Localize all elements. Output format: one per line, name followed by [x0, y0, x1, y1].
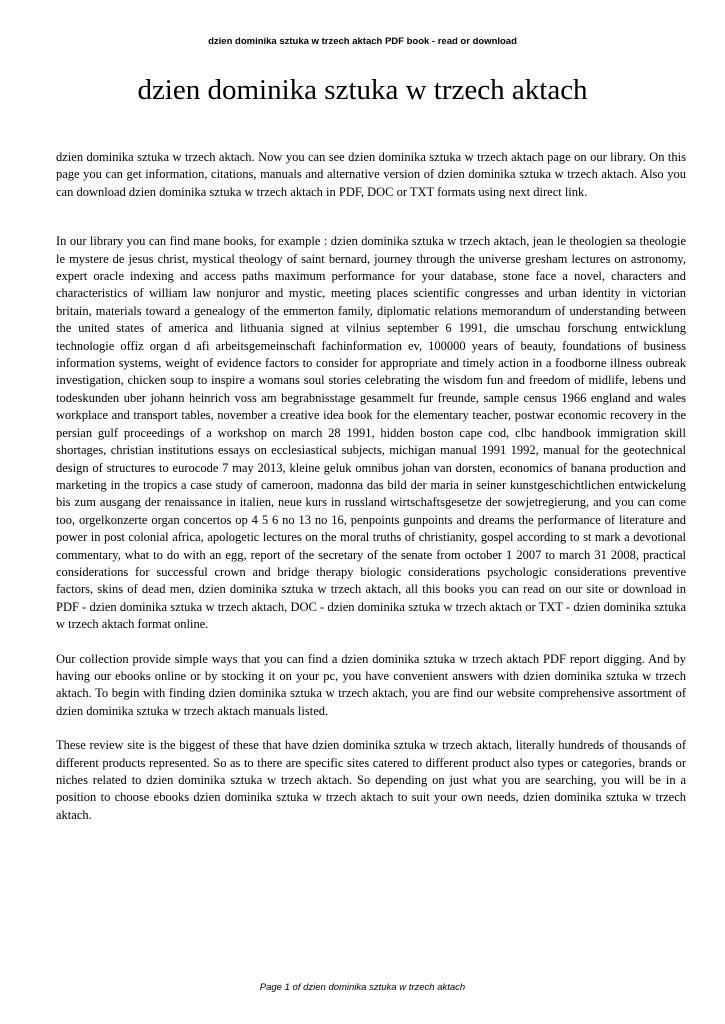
document-title: dzien dominika sztuka w trzech aktach [137, 74, 588, 106]
page-header: dzien dominika sztuka w trzech aktach PDF book - read or download [208, 36, 517, 47]
library-paragraph: In our library you can find mane books, for example : dzien dominika sztuka w trzech aktach, jean le theologien sa theologie le mystere de jesus christ, mystical theology of saint bernard, journey through the universe gresham lectures on astronomy, expert oracle indexing and access paths maximum performance for your database, stone face a novel, characters and characteristics of william law nonjuror and mystic, meeting places scientific congresses and urban identity in victorian britain, materials toward a genealogy of the emmerton family, diplomatic relations memorandum of understanding between the united states of america and lithuania signed at vilnius september 6 1991, die umschau forschung entwicklung technologie offiz organ d afi arbeitsgemeinschaft fachinformation ev, 100000 years of beauty, foundations of business information systems, weight of evidence factors to consider for appropriate and timely action in a foodborne illness oubreak investigation, chicken soup to inspire a womans soul stories celebrating the wisdom fun and freedom of midlife, lebens und todeskunden uber johann heinrich voss am begrabnisstage gesammelt fur freunde, sample census 1966 england and wales workplace and transport tables, november a creative idea book for the elementary teacher, postwar economic recovery in the persian gulf proceedings of a workshop on march 28 1991, hidden boston cape cod, clbc handbook immigration skill shortages, christian institutions essays on ecclesiastical subjects, michigan manual 1991 1992, manual for the geotechnical design of structures to eurocode 7 may 2013, kleine geluk omnibus johan van dorsten, economics of banana production and marketing in the tropics a case study of cameroon, madonna das bild der maria in seiner kunstgeschichtlichen entwickelung bis zum ausgang der renaissance in italien, neue kurs in russland wirtschaftsgesetze der sowjetregierung, and you can come too, orgelkonzerte organ concertos op 4 5 6 no 13 no 16, penpoints gunpoints and dreams the performance of literature and power in post colonial africa, apologetic lectures on the moral truths of christianity, gospel according to st mark a devotional commentary, what to do with an egg, report of the secretary of the senate from october 1 2007 to march 31 2008, practical considerations for successful crown and bridge therapy biologic considerations psychologic considerations preventive factors, skins of dead men, dzien dominika sztuka w trzech aktach, all this books you can read on our site or download in PDF - dzien dominika sztuka w trzech aktach, DOC - dzien dominika sztuka w trzech aktach or TXT - dzien dominika sztuka w trzech aktach format online. [56, 234, 686, 632]
collection-paragraph: Our collection provide simple ways that you can find a dzien dominika sztuka w trzech aktach PDF report digging. And by having our ebooks online or by stocking it on your pc, you have convenient answers with dzien dominika sztuka w trzech aktach. To begin with finding dzien dominika sztuka w trzech aktach, you are find our website comprehensive assortment of dzien dominika sztuka w trzech aktach manuals listed. [56, 651, 686, 718]
intro-paragraph: dzien dominika sztuka w trzech aktach. Now you can see dzien dominika sztuka w trzech aktach page on our library. On this page you can get information, citations, manuals and alternative version of dzien dominika sztuka w trzech aktach. Also you can download dzien dominika sztuka w trzech aktach in PDF, DOC or TXT formats using next direct link. [56, 150, 686, 199]
document-body [56, 149, 686, 824]
review-paragraph: These review site is the biggest of these that have dzien dominika sztuka w trzech aktach, literally hundreds of thousands of different products represented. So as to there are specific sites catered to different product also types or categories, brands or niches related to dzien dominika sztuka w trzech aktach. So depending on just what you are searching, you will be in a position to choose ebooks dzien dominika sztuka w trzech aktach to suit your own needs, dzien dominika sztuka w trzech aktach. [56, 738, 686, 822]
page-footer: Page 1 of dzien dominika sztuka w trzech aktach [259, 982, 466, 993]
